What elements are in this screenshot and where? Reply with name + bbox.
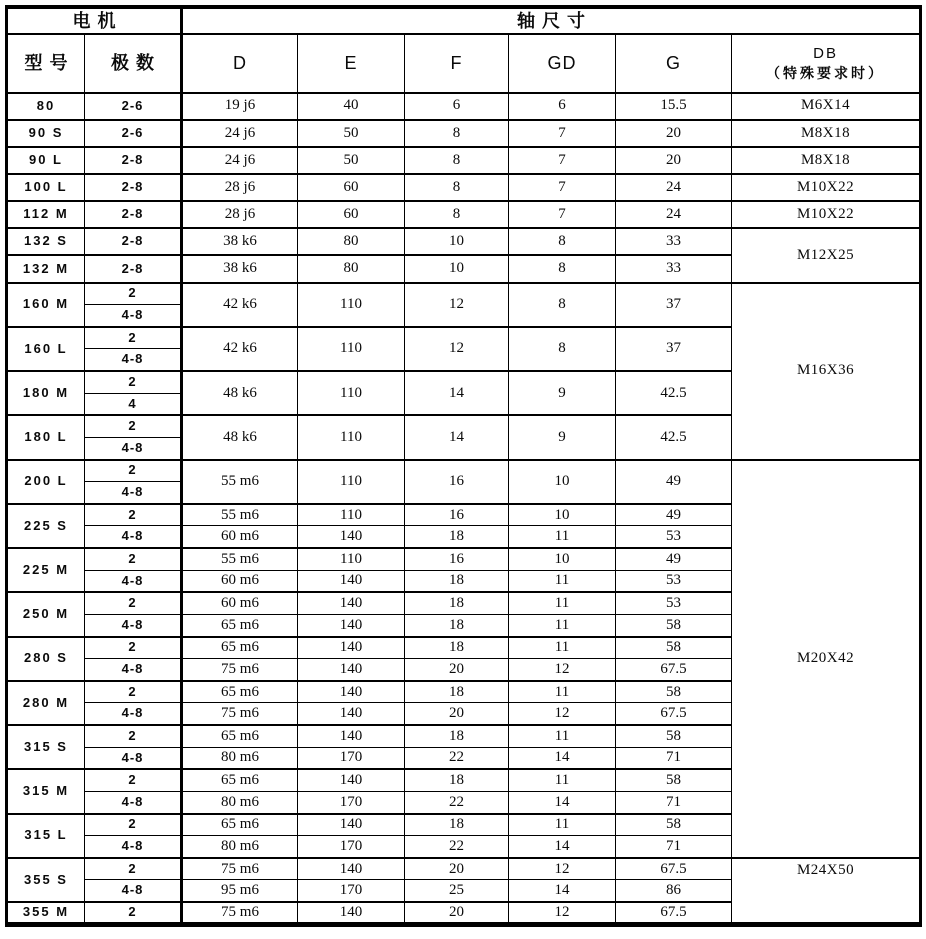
dim-f-cell: 18 [405,814,509,836]
dim-gd-cell: 12 [509,858,616,880]
table-body [7,7,921,925]
dim-gd-cell: 8 [509,327,616,371]
dim-e-cell: 140 [298,858,405,880]
dim-e-cell: 140 [298,614,405,636]
dim-g-cell: 67.5 [616,659,732,681]
dim-gd-cell: 11 [509,637,616,659]
model-cell: 225 S [7,504,85,548]
dim-f-cell: 10 [405,228,509,255]
dim-e-cell: 140 [298,725,405,747]
dim-d-cell: 42 k6 [182,283,298,327]
dim-e-cell: 110 [298,460,405,504]
dim-d-cell: 60 m6 [182,526,298,548]
dim-g-cell: 33 [616,228,732,255]
dim-gd-cell: 14 [509,747,616,769]
dim-f-cell: 16 [405,504,509,526]
dim-f-cell: 18 [405,681,509,703]
dim-g-cell: 49 [616,504,732,526]
motor-group-header: 电机 [7,7,182,34]
dim-gd-cell: 8 [509,255,616,282]
poles-cell: 2 [85,415,182,437]
dim-g-cell: 49 [616,460,732,504]
model-cell: 180 L [7,415,85,459]
dim-d-cell: 65 m6 [182,637,298,659]
model-cell: 315 M [7,769,85,813]
model-cell: 80 [7,93,85,120]
dim-g-cell: 20 [616,120,732,147]
dim-f-cell: 20 [405,858,509,880]
dim-e-cell: 140 [298,592,405,614]
dim-gd-cell: 14 [509,791,616,813]
dim-f-cell: 8 [405,201,509,228]
dim-d-cell: 60 m6 [182,570,298,592]
dim-e-cell: 60 [298,201,405,228]
model-cell: 160 M [7,283,85,327]
dim-f-cell: 8 [405,120,509,147]
poles-cell: 4-8 [85,570,182,592]
col-header-model: 型号 [7,34,85,92]
dim-f-cell: 18 [405,769,509,791]
dim-e-cell: 170 [298,791,405,813]
poles-cell: 4-8 [85,614,182,636]
poles-cell: 4-8 [85,526,182,548]
dim-d-cell: 75 m6 [182,659,298,681]
dim-f-cell: 18 [405,637,509,659]
dim-d-cell: 65 m6 [182,769,298,791]
dim-gd-cell: 6 [509,93,616,120]
table-row [7,174,921,201]
dim-d-cell: 28 j6 [182,174,298,201]
dim-d-cell: 19 j6 [182,93,298,120]
dim-gd-cell: 14 [509,836,616,858]
poles-cell: 2-8 [85,174,182,201]
poles-cell: 2 [85,814,182,836]
poles-cell: 2-6 [85,120,182,147]
dim-e-cell: 110 [298,283,405,327]
col-header-f: F [405,34,509,92]
col-header-gd: GD [509,34,616,92]
db-cell: M10X22 [732,201,921,228]
model-cell: 132 S [7,228,85,255]
dim-f-cell: 8 [405,147,509,174]
dim-d-cell: 75 m6 [182,703,298,725]
header-row-groups [7,7,921,34]
table-row [7,858,921,880]
dim-f-cell: 12 [405,327,509,371]
dim-g-cell: 53 [616,526,732,548]
dim-gd-cell: 9 [509,371,616,415]
model-cell: 280 S [7,637,85,681]
shaft-group-header: 轴尺寸 [182,7,921,34]
dim-e-cell: 170 [298,836,405,858]
poles-cell: 2-8 [85,147,182,174]
table-row [7,283,921,305]
dim-e-cell: 80 [298,228,405,255]
dim-e-cell: 110 [298,548,405,570]
poles-cell: 2 [85,548,182,570]
dim-d-cell: 48 k6 [182,415,298,459]
dim-g-cell: 37 [616,327,732,371]
dim-gd-cell: 8 [509,228,616,255]
dim-gd-cell: 11 [509,769,616,791]
db-cell: M6X14 [732,93,921,120]
dim-e-cell: 110 [298,415,405,459]
dim-g-cell: 20 [616,147,732,174]
dim-g-cell: 71 [616,747,732,769]
dim-e-cell: 110 [298,371,405,415]
col-header-db-title: DB [813,45,838,63]
col-header-e: E [298,34,405,92]
db-cell: M8X18 [732,120,921,147]
col-header-g: G [616,34,732,92]
dim-d-cell: 75 m6 [182,858,298,880]
poles-cell: 4-8 [85,482,182,504]
dim-gd-cell: 12 [509,703,616,725]
poles-cell: 2 [85,592,182,614]
dim-e-cell: 110 [298,504,405,526]
dim-d-cell: 75 m6 [182,902,298,924]
dim-g-cell: 58 [616,681,732,703]
poles-cell: 2 [85,681,182,703]
dim-gd-cell: 10 [509,460,616,504]
dim-f-cell: 22 [405,747,509,769]
model-cell: 225 M [7,548,85,592]
dim-f-cell: 12 [405,283,509,327]
model-cell: 180 M [7,371,85,415]
dim-gd-cell: 11 [509,592,616,614]
dim-g-cell: 37 [616,283,732,327]
dim-e-cell: 170 [298,747,405,769]
dim-e-cell: 140 [298,570,405,592]
dim-g-cell: 58 [616,814,732,836]
dim-f-cell: 8 [405,174,509,201]
db-cell: M16X36 [732,283,921,460]
dim-f-cell: 18 [405,592,509,614]
model-cell: 315 L [7,814,85,858]
dim-d-cell: 38 k6 [182,255,298,282]
dim-gd-cell: 11 [509,570,616,592]
model-cell: 132 M [7,255,85,282]
poles-cell: 4-8 [85,437,182,459]
dim-d-cell: 65 m6 [182,725,298,747]
dim-g-cell: 58 [616,614,732,636]
dim-d-cell: 48 k6 [182,371,298,415]
dim-gd-cell: 11 [509,526,616,548]
dim-e-cell: 170 [298,880,405,902]
dim-g-cell: 15.5 [616,93,732,120]
poles-cell: 2 [85,460,182,482]
dim-f-cell: 20 [405,703,509,725]
dim-g-cell: 42.5 [616,371,732,415]
dim-gd-cell: 7 [509,147,616,174]
dim-g-cell: 53 [616,570,732,592]
dim-d-cell: 80 m6 [182,747,298,769]
poles-cell: 2 [85,858,182,880]
dim-e-cell: 110 [298,327,405,371]
poles-cell: 2 [85,327,182,349]
dim-d-cell: 65 m6 [182,681,298,703]
poles-cell: 2-8 [85,228,182,255]
dim-gd-cell: 10 [509,504,616,526]
dim-gd-cell: 12 [509,902,616,924]
model-cell: 100 L [7,174,85,201]
table-row [7,147,921,174]
model-cell: 355 M [7,902,85,924]
dim-gd-cell: 14 [509,880,616,902]
dim-gd-cell: 10 [509,548,616,570]
dim-d-cell: 80 m6 [182,836,298,858]
model-cell: 90 L [7,147,85,174]
table-row [7,460,921,482]
dim-f-cell: 22 [405,791,509,813]
table-row [7,93,921,120]
poles-cell: 4 [85,393,182,415]
dim-d-cell: 42 k6 [182,327,298,371]
dim-f-cell: 20 [405,659,509,681]
model-cell: 280 M [7,681,85,725]
dim-gd-cell: 8 [509,283,616,327]
poles-cell: 4-8 [85,349,182,371]
poles-cell: 4-8 [85,703,182,725]
poles-cell: 2-8 [85,201,182,228]
table-row [7,201,921,228]
header-row-columns [7,34,921,92]
poles-cell: 2 [85,637,182,659]
dim-e-cell: 40 [298,93,405,120]
dim-g-cell: 24 [616,174,732,201]
dim-e-cell: 60 [298,174,405,201]
dim-g-cell: 33 [616,255,732,282]
db-cell: M12X25 [732,228,921,282]
db-cell: M24X50 [732,858,921,925]
dim-d-cell: 55 m6 [182,504,298,526]
dim-g-cell: 24 [616,201,732,228]
dim-g-cell: 67.5 [616,703,732,725]
dim-g-cell: 53 [616,592,732,614]
dim-d-cell: 65 m6 [182,614,298,636]
dim-d-cell: 65 m6 [182,814,298,836]
dim-gd-cell: 7 [509,174,616,201]
dim-g-cell: 42.5 [616,415,732,459]
model-cell: 200 L [7,460,85,504]
dim-e-cell: 140 [298,769,405,791]
col-header-d: D [182,34,298,92]
model-cell: 355 S [7,858,85,902]
model-cell: 160 L [7,327,85,371]
poles-cell: 2 [85,769,182,791]
table-row [7,228,921,255]
db-cell: M20X42 [732,460,921,858]
model-cell: 315 S [7,725,85,769]
dim-f-cell: 18 [405,725,509,747]
dim-e-cell: 140 [298,637,405,659]
dim-g-cell: 67.5 [616,858,732,880]
poles-cell: 4-8 [85,305,182,327]
poles-cell: 4-8 [85,747,182,769]
dim-gd-cell: 7 [509,120,616,147]
dim-f-cell: 16 [405,460,509,504]
dim-e-cell: 140 [298,526,405,548]
dim-gd-cell: 7 [509,201,616,228]
dim-gd-cell: 11 [509,725,616,747]
model-cell: 90 S [7,120,85,147]
poles-cell: 2-6 [85,93,182,120]
dim-g-cell: 49 [616,548,732,570]
poles-cell: 2-8 [85,255,182,282]
poles-cell: 2 [85,283,182,305]
dim-e-cell: 80 [298,255,405,282]
dim-e-cell: 140 [298,659,405,681]
poles-cell: 2 [85,725,182,747]
dim-d-cell: 60 m6 [182,592,298,614]
dim-gd-cell: 11 [509,614,616,636]
dim-f-cell: 18 [405,526,509,548]
poles-cell: 2 [85,371,182,393]
dim-e-cell: 140 [298,814,405,836]
col-header-db-note: （特殊要求时） [766,65,886,82]
dim-g-cell: 71 [616,791,732,813]
dim-g-cell: 58 [616,769,732,791]
dim-e-cell: 140 [298,703,405,725]
dim-e-cell: 50 [298,120,405,147]
dim-e-cell: 140 [298,681,405,703]
motor-shaft-dimension-table [5,5,922,927]
dim-d-cell: 24 j6 [182,120,298,147]
dim-d-cell: 55 m6 [182,548,298,570]
dim-d-cell: 28 j6 [182,201,298,228]
model-cell: 250 M [7,592,85,636]
dim-g-cell: 86 [616,880,732,902]
dim-gd-cell: 12 [509,659,616,681]
dim-f-cell: 18 [405,614,509,636]
dim-f-cell: 6 [405,93,509,120]
dim-d-cell: 24 j6 [182,147,298,174]
dim-f-cell: 18 [405,570,509,592]
dim-gd-cell: 11 [509,814,616,836]
dim-f-cell: 14 [405,415,509,459]
dim-gd-cell: 9 [509,415,616,459]
dim-g-cell: 58 [616,637,732,659]
dim-f-cell: 16 [405,548,509,570]
poles-cell: 4-8 [85,659,182,681]
dim-d-cell: 38 k6 [182,228,298,255]
table-row [7,120,921,147]
poles-cell: 4-8 [85,880,182,902]
model-cell: 112 M [7,201,85,228]
dim-f-cell: 10 [405,255,509,282]
poles-cell: 2 [85,504,182,526]
col-header-db [732,34,921,92]
dim-f-cell: 25 [405,880,509,902]
dim-g-cell: 67.5 [616,902,732,924]
dim-f-cell: 14 [405,371,509,415]
poles-cell: 4-8 [85,791,182,813]
dim-g-cell: 58 [616,725,732,747]
poles-cell: 2 [85,902,182,924]
db-cell: M8X18 [732,147,921,174]
dim-d-cell: 55 m6 [182,460,298,504]
db-cell: M10X22 [732,174,921,201]
dim-e-cell: 140 [298,902,405,924]
dim-e-cell: 50 [298,147,405,174]
dim-f-cell: 22 [405,836,509,858]
dim-gd-cell: 11 [509,681,616,703]
dim-f-cell: 20 [405,902,509,924]
dim-d-cell: 95 m6 [182,880,298,902]
poles-cell: 4-8 [85,836,182,858]
dim-g-cell: 71 [616,836,732,858]
dim-d-cell: 80 m6 [182,791,298,813]
col-header-poles: 极数 [85,34,182,92]
